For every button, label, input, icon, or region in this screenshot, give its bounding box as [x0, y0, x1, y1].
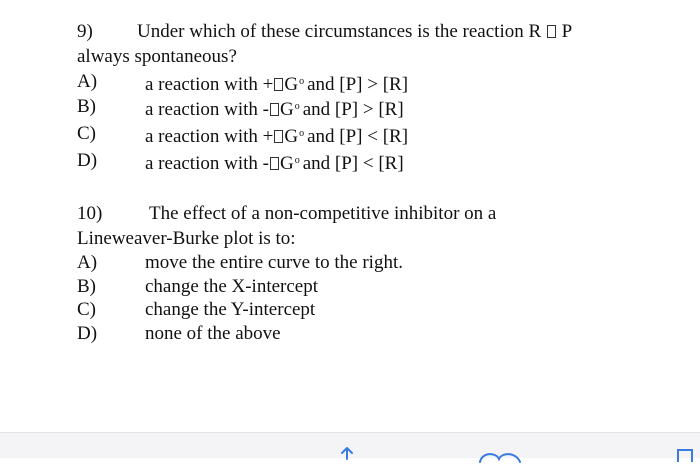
q9-option-a[interactable]	[145, 69, 408, 97]
q9-stem-line-2: always spontaneous?	[77, 46, 237, 67]
q10-option-d[interactable]: none of the above	[145, 323, 281, 344]
bookmark-icon[interactable]	[478, 445, 522, 470]
q9-option-c-post: and [P] < [R]	[307, 126, 409, 147]
q9-option-b-pre: a reaction with -	[145, 99, 269, 120]
q9-option-d-letter: D)	[77, 150, 98, 171]
q9-option-c[interactable]	[145, 121, 408, 149]
q10-option-a[interactable]: move the entire curve to the right.	[145, 252, 403, 273]
q9-option-d-pre: a reaction with -	[145, 153, 269, 174]
missing-glyph-icon	[274, 78, 283, 91]
standard-state-mark: o	[299, 128, 305, 139]
q10-option-c-letter: C)	[77, 299, 96, 320]
missing-glyph-icon	[270, 157, 279, 170]
q10-option-a-letter: A)	[77, 252, 98, 273]
q10-option-d-letter: D)	[77, 323, 98, 344]
standard-state-mark: o	[299, 76, 305, 87]
q10-number: 10)	[77, 203, 103, 224]
missing-glyph-icon	[547, 25, 556, 38]
q10-option-b-letter: B)	[77, 276, 96, 297]
gibbs-symbol: G	[279, 99, 294, 120]
q9-option-d-post: and [P] < [R]	[302, 153, 404, 174]
q9-option-c-pre: a reaction with +	[145, 126, 274, 147]
q9-stem-text: Under which of these circumstances is the reaction R	[137, 21, 542, 42]
q9-option-a-letter: A)	[77, 71, 98, 92]
bottom-toolbar	[0, 432, 700, 458]
q9-option-d[interactable]	[145, 148, 404, 176]
q9-option-a-pre: a reaction with +	[145, 74, 274, 95]
q9-option-b-post: and [P] > [R]	[302, 99, 404, 120]
q9-option-b-letter: B)	[77, 96, 96, 117]
q9-stem-line-1	[77, 19, 572, 44]
q9-stem-end: P	[561, 21, 573, 42]
q9-option-b[interactable]	[145, 94, 404, 122]
q10-option-c[interactable]: change the Y-intercept	[145, 299, 316, 320]
gibbs-symbol: G	[284, 126, 299, 147]
q9-option-a-post: and [P] > [R]	[307, 74, 409, 95]
missing-glyph-icon	[274, 130, 283, 143]
q10-stem-text: The effect of a non-competitive inhibitor on a	[149, 203, 497, 224]
q9-option-c-letter: C)	[77, 123, 96, 144]
q10-stem-line-2: Lineweaver-Burke plot is to:	[77, 228, 296, 249]
q10-option-b[interactable]: change the X-intercept	[145, 276, 319, 297]
standard-state-mark: o	[294, 155, 300, 166]
standard-state-mark: o	[294, 101, 300, 112]
gibbs-symbol: G	[284, 74, 299, 95]
q10-stem-line-1	[77, 201, 496, 226]
q9-number: 9)	[77, 21, 93, 42]
gibbs-symbol: G	[279, 153, 294, 174]
missing-glyph-icon	[270, 103, 279, 116]
share-icon[interactable]	[338, 443, 356, 468]
